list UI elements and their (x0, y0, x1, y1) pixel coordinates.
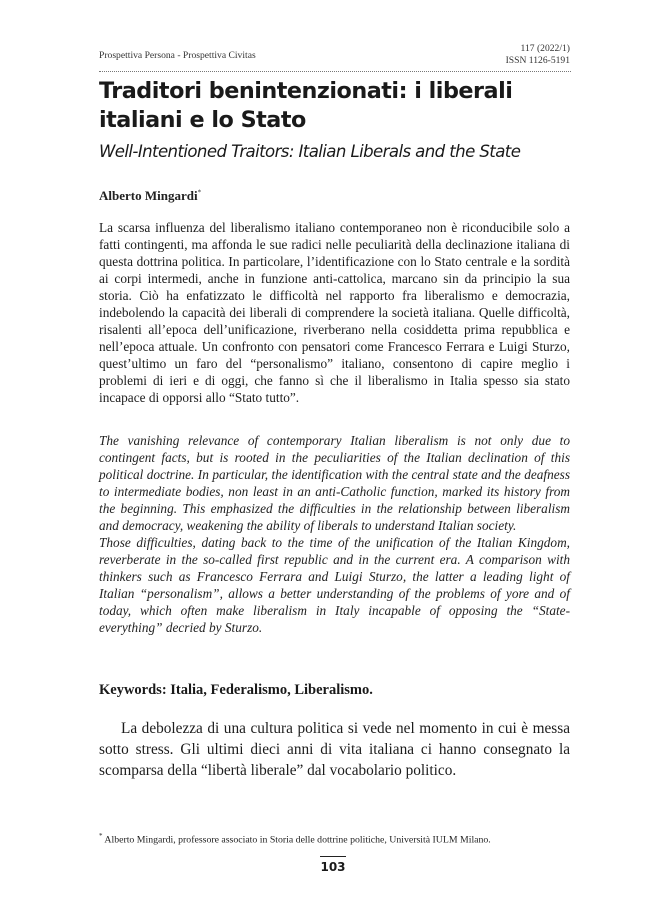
abstract-english-paragraph: Those difficulties, dating back to the time of the unification of the Italian Kingdom, reverberate in the so-called first republic and in the current era. A comparison with thinkers such as Francesco Ferrara and Luigi Sturzo, the latter a leading light of Italian “personalism”, allows a better understanding of the problems of yore and of today, which often make liberalism in Italy incapable of opposing the “State-everything” decried by Sturzo. (99, 535, 570, 635)
article-title: Traditori benintenzionati: i liberali italiani e lo Stato (99, 78, 513, 133)
footnote-text: Alberto Mingardi, professore associato in Storia delle dottrine politiche, Università IULM Milano. (102, 834, 491, 846)
issn: ISSN 1126-5191 (505, 55, 570, 66)
body-paragraph: La debolezza di una cultura politica si vede nel momento in cui è messa sotto stress. Gli ultimi dieci anni di vita italiana ci hanno consegnato la scomparsa della “libertà liberale” dal vocabolario politico. (99, 720, 570, 779)
keywords: Keywords: Italia, Federalismo, Liberalismo. (99, 682, 373, 698)
page-number: 103 (320, 860, 346, 874)
footnote-mark: * (99, 832, 103, 840)
page-number-rule (320, 856, 346, 857)
abstract-english-paragraph: The vanishing relevance of contemporary Italian liberalism is not only due to contingent facts, but is rooted in the peculiarities of the Italian declination of this political doctrine. In particular, the identification with the central state and the deafness to intermediate bodies, non least in an anti-Catholic function, marked its history from the beginning. This emphasized the difficulties in the relationship between liberalism and democracy, weakening the ability of liberals to understand Italian society. (99, 433, 570, 533)
footnote (99, 832, 579, 845)
header-dotted-rule (99, 71, 571, 72)
author-name: Alberto Mingardi (99, 188, 198, 203)
author-line (99, 188, 201, 204)
article-subtitle: Well-Intentioned Traitors: Italian Liberals and the State (99, 142, 521, 161)
abstract-english (99, 432, 570, 636)
running-header-issue-info (506, 43, 570, 67)
running-header-journal: Prospettiva Persona - Prospettiva Civitas (99, 50, 256, 61)
abstract-italian: La scarsa influenza del liberalismo italiano contemporaneo non è riconducibile solo a fatti contingenti, ma affonda le sue radici nelle peculiarità della declinazione italiana di questa dottrina politica. In particolare, l’identificazione con lo Stato centrale e la sordità ai corpi intermedi, anche in funzione anti-cattolica, marcano sin da principio la sua storia. Ciò ha enfatizzato le difficoltà nel rapporto fra liberalismo e democrazia, indebolendo la capacità dei liberali di comprendere la società italiana. Quelle difficoltà, risalenti all’epoca dell’unificazione, riverberano nella cosiddetta prima repubblica e nell’epoca attuale. Un confronto con pensatori come Francesco Ferrara e Luigi Sturzo, quest’ultimo un faro del “personalismo” italiano, consentono di capire meglio i problemi di ieri e di oggi, che fanno sì che il liberalismo in Italia spesso sia stato incapace di opporsi allo “Stato tutto”. (99, 220, 570, 405)
issue-number: 117 (2022/1) (520, 43, 570, 54)
author-footnote-mark: * (197, 188, 202, 197)
